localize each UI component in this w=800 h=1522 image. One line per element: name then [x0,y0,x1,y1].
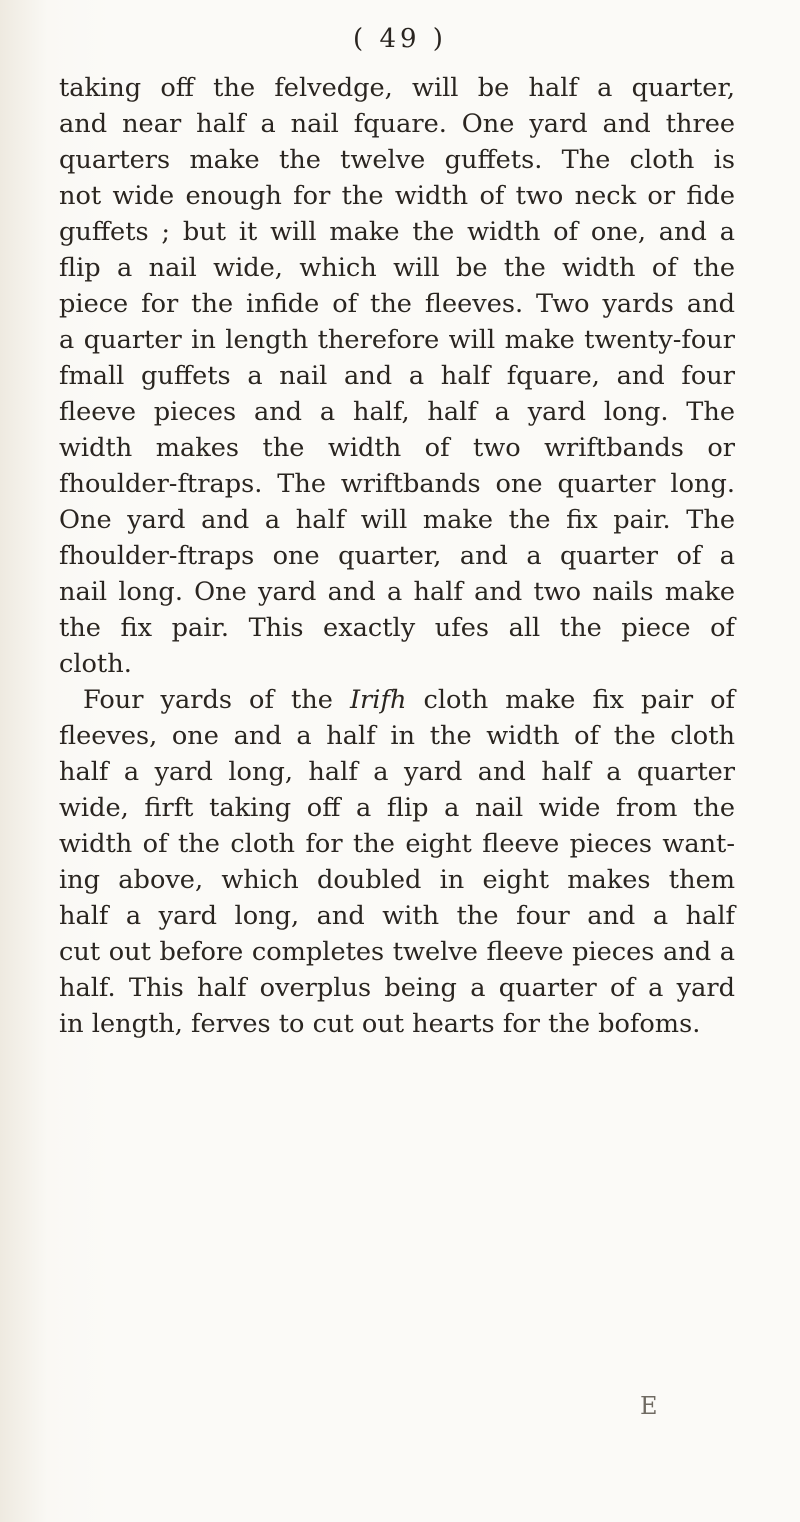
text-line: width makes the width of two wriftbands or [59,433,735,463]
text-line: the fix pair. This exactly ufes all the piece of [59,613,735,643]
text-line: cut out before completes twelve fleeve pieces and a [59,937,735,967]
text-line: cloth. [59,649,132,679]
page-number: ( 49 ) [353,24,447,54]
page-text [59,70,735,1042]
text-line: half a yard long, and with the four and a half [59,901,735,931]
text-line: piece for the infide of the fleeves. Two yards and [59,289,735,319]
text-line: half a yard long, half a yard and half a quarter [59,757,735,787]
text-line [59,682,735,718]
text-line: in length, ferves to cut out hearts for the bofoms. [59,1009,701,1039]
italic-word: Irifh [349,685,407,715]
text-line: half. This half overplus being a quarter of a yard [59,973,735,1003]
paragraph-2 [59,682,735,1042]
text-line: width of the cloth for the eight fleeve pieces want- [59,829,735,859]
text-line: a quarter in length therefore will make twenty-four [59,325,735,355]
text-fragment: Four yards of the [83,685,350,715]
text-line: fleeve pieces and a half, half a yard long. The [59,397,735,427]
text-line: guffets ; but it will make the width of one, and a [59,217,735,247]
signature-mark: E [640,1392,658,1420]
text-line: quarters make the twelve guffets. The cloth is [59,145,735,175]
text-line: wide, firft taking off a flip a nail wide from the [59,793,735,823]
text-line: and near half a nail fquare. One yard and three [59,109,735,139]
text-line: nail long. One yard and a half and two nails make [59,577,735,607]
text-line: fleeves, one and a half in the width of the cloth [59,721,735,751]
text-line: taking off the felvedge, will be half a quarter, [59,73,735,103]
text-line: fmall guffets a nail and a half fquare, and four [59,361,735,391]
text-line: not wide enough for the width of two neck or fide [59,181,735,211]
text-line: ing above, which doubled in eight makes them [59,865,735,895]
paragraph-1 [59,70,735,682]
text-line: One yard and a half will make the fix pair. The [59,505,735,535]
text-fragment: cloth make fix pair of [406,685,735,715]
text-line: flip a nail wide, which will be the width of the [59,253,735,283]
text-line: fhoulder-ftraps. The wriftbands one quarter long. [59,469,735,499]
text-line: fhoulder-ftraps one quarter, and a quarter of a [59,541,735,571]
